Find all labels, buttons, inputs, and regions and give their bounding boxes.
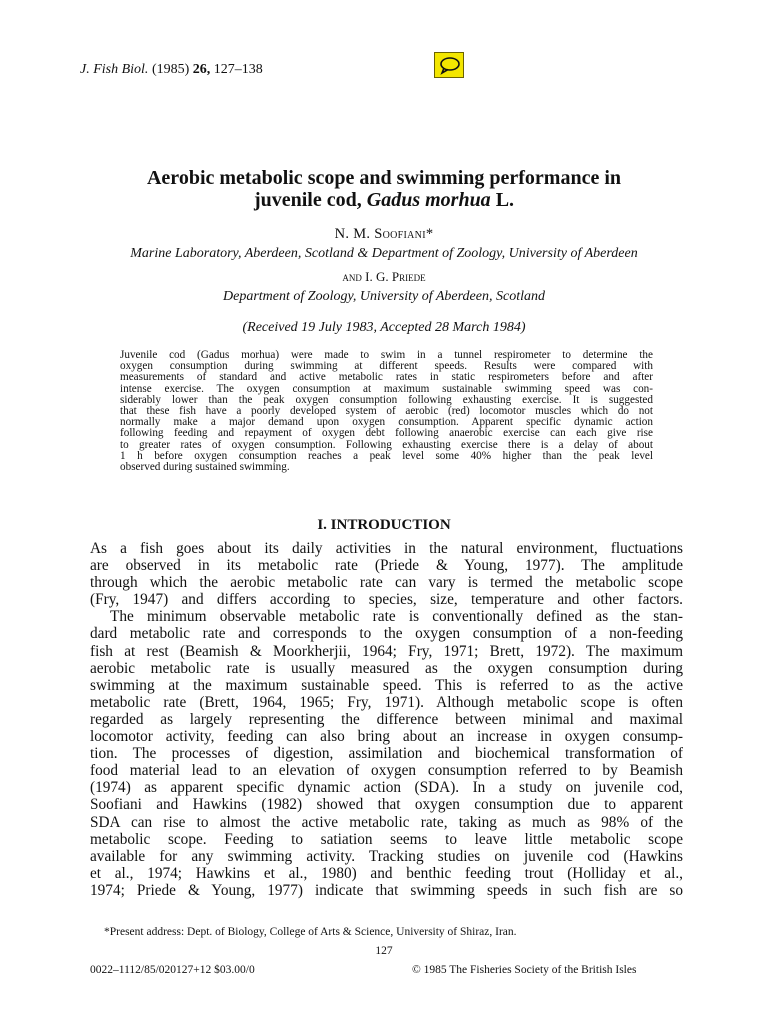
abstract-line: observed during sustained swimming. [120,461,290,474]
abstract-line: Juvenile cod (Gadus morhua) were made to swim in a tunnel respirometer to determine the [120,349,653,361]
affiliation-2: Department of Zoology, University of Aberdeen, Scotland [223,289,545,304]
body-line: available for any swimming activity. Tracking studies on juvenile cod (Hawkins [90,847,683,865]
body-line: Soofiani and Hawkins (1982) showed that oxygen consumption due to apparent [90,796,683,814]
body-line: swimming at the maximum sustainable speed. This is referred to as the active [90,676,683,694]
body-line: through which the aerobic metabolic rate can vary is termed the metabolic scope [90,574,683,592]
title-line-1: Aerobic metabolic scope and swimming performance in [146,167,622,189]
abstract-line: measurements of standard and active metabolic rates in static respirometers before and after [120,371,653,384]
abstract-line: that these fish have a poorly developed system of aerobic (red) locomotor muscles which do not [120,405,653,418]
article-code: 0022–1112/85/020127+12 $03.00/0 [90,964,255,976]
body-line: food material lead to an elevation of oxygen consumption referred to by Beamish [90,762,683,780]
abstract-line: siderably lower than the peak oxygen consumption following exhausting exercise. It is suggested [120,393,653,406]
body-line: The minimum observable metabolic rate is conventionally defined as the stan- [110,608,683,626]
body-line: are observed in its metabolic rate (Priede & Young, 1977). The amplitude [90,557,683,575]
species-name: Gadus morhua [366,189,491,211]
received-dates: (Received 19 July 1983, Accepted 28 March 1984) [242,320,526,335]
abstract-line: 1 h before oxygen consumption reaches a peak level some 40% higher than the peak level [120,449,653,462]
body-line: regarded as largely representing the difference between minimal and maximal [90,710,683,728]
body-line: SDA can rise to almost the active metabolic rate, taking as much as 98% of the [90,813,683,831]
body-line: metabolic rate (Brett, 1964, 1965; Fry, 1971). Although metabolic scope is often [90,693,683,711]
body-line: locomotor activity, feeding can also bring about an increase in oxygen consump- [90,728,683,746]
abstract-line: normally make a major demand upon oxygen consumption. Apparent specific dynamic action [120,416,653,429]
body-line: fish at rest (Beamish & Moorkherjii, 1964; Fry, 1971; Brett, 1972). The maximum [90,642,683,660]
body-line: metabolic scope. Feeding to satiation seems to leave little metabolic scope [90,830,683,848]
abstract-line: oxygen consumption during swimming at different speeds. Results were compared with [120,360,653,373]
affiliation-1: Marine Laboratory, Aberdeen, Scotland & Department of Zoology, University of Aberdeen [130,246,638,261]
body-line: tion. The processes of digestion, assimilation and biochemical transformation of [90,745,683,763]
journal-pages: 127–138 [213,62,263,77]
body-line: 1974; Priede & Young, 1977) indicate that swimming speeds in such fish are so [90,881,683,899]
author-2: and I. G. Priede [342,269,426,284]
body-line: As a fish goes about its daily activities in the natural environment, fluctuations [90,540,683,557]
title-line-2: juvenile cod, Gadus morhua L. [253,189,515,211]
journal-volume: 26, [192,62,211,77]
journal-citation [80,62,263,78]
paper-title [60,167,708,211]
body-line: aerobic metabolic rate is usually measured as the oxygen consumption during [90,659,683,677]
page-number: 127 [375,945,393,957]
body-line: (1974) as apparent specific dynamic action (SDA). In a study on juvenile cod, [90,779,683,797]
body-line: et al., 1974; Hawkins et al., 1980) and benthic feeding trout (Holliday et al., [90,864,683,882]
section-heading: I. INTRODUCTION [317,517,451,533]
footnote: *Present address: Dept. of Biology, College of Arts & Science, University of Shiraz, Iran. [104,926,517,938]
body-line: (Fry, 1947) and differs according to species, size, temperature and other factors. [90,591,683,609]
speech-bubble-note-icon[interactable] [434,52,464,78]
author-1: N. M. Soofiani* [334,226,434,242]
journal-year: (1985) [151,62,190,77]
introduction-body [90,540,683,899]
journal-name: J. Fish Biol. [80,62,149,77]
abstract-line: following feeding and repayment of oxygen debt following anaerobic exercise can each give rise [120,427,653,440]
abstract-line: to greater rates of oxygen consumption. Following exhausting exercise there is a delay of about [120,438,653,451]
body-line: dard metabolic rate and corresponds to the oxygen consumption of a non-feeding [90,625,683,643]
abstract [120,350,653,473]
copyright-notice: © 1985 The Fisheries Society of the British Isles [412,964,637,976]
abstract-line: intense exercise. The oxygen consumption at maximum sustainable swimming speed was con- [120,382,653,395]
